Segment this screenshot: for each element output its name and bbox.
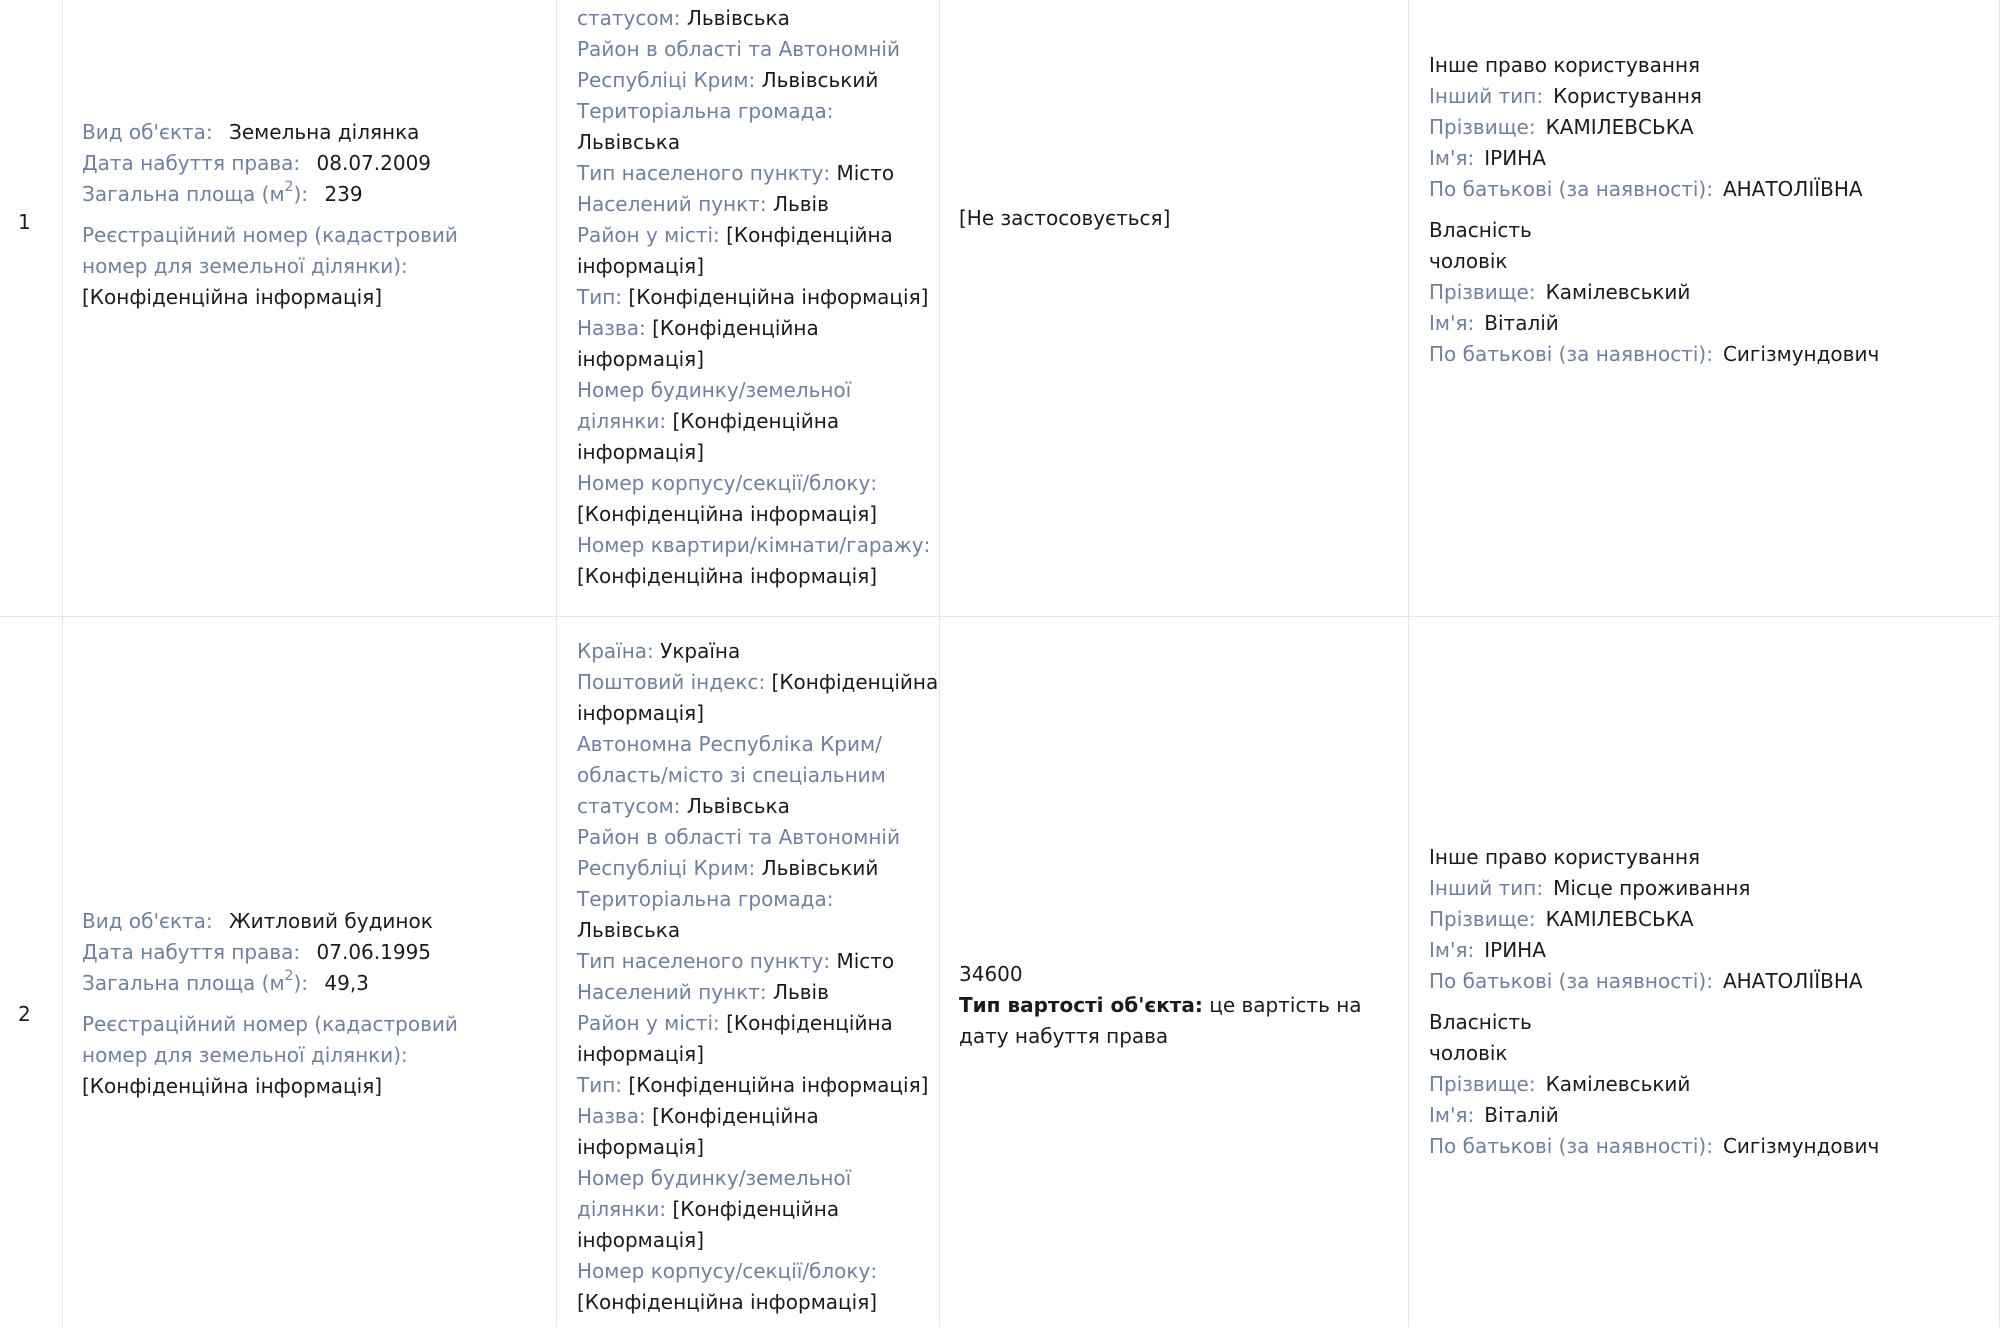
surname-line: Прізвище: Камілевський [1429, 1072, 1691, 1096]
address-house-value: інформація] [577, 440, 705, 464]
address-block-label: Номер корпусу/секції/блоку: [577, 471, 878, 495]
address-apartment-label: Номер квартири/кімнати/гаражу: [577, 533, 931, 557]
row-index-cell [0, 207, 62, 238]
cost-type-value: дату набуття права [959, 1024, 1169, 1048]
address-house-line: ділянки: [Конфіденційна [577, 1197, 840, 1221]
value-cell [959, 203, 1379, 234]
name-line: Ім'я: Віталій [1429, 311, 1559, 335]
address-name-value: інформація] [577, 1135, 705, 1159]
address-name-value: інформація] [577, 347, 705, 371]
patronymic-line: По батькові (за наявності): АНАТОЛІЇВНА [1429, 969, 1863, 993]
address-city-district-line: Район у місті: [Конфіденційна [577, 1011, 893, 1035]
address-district-label: Район в області та Автономній [577, 825, 900, 849]
registration-number-label: номер для земельної ділянки): [82, 1043, 408, 1067]
acquired-date-line [82, 148, 552, 179]
object-type-line [82, 117, 552, 148]
acquired-date-value: 08.07.2009 [316, 151, 432, 175]
value-text: [Не застосовується] [959, 206, 1171, 230]
table-row [0, 616, 2000, 1336]
address-district-line: Республіці Крим: Львівський [577, 856, 879, 880]
row-index-cell [0, 999, 62, 1030]
address-community-label: Територіальна громада: [577, 887, 834, 911]
registration-number-label: номер для земельної ділянки): [82, 254, 408, 278]
right-type-title: Інше право користування [1429, 845, 1701, 869]
address-name-line: Назва: [Конфіденційна [577, 1104, 819, 1128]
address-postal-value: інформація] [577, 701, 705, 725]
address-house-value: інформація] [577, 1228, 705, 1252]
address-community-value: Львівська [577, 918, 681, 942]
address-region-label: область/місто зі спеціальним [577, 763, 886, 787]
acquired-date-label: Дата набуття права: [82, 151, 301, 175]
address-cell [577, 636, 937, 1318]
address-postal-line: Поштовий індекс: [Конфіденційна [577, 670, 939, 694]
object-type-line [82, 906, 552, 937]
address-apartment-value: [Конфіденційна інформація] [577, 564, 878, 588]
address-settlement-type-line: Тип населеного пункту: Місто [577, 949, 895, 973]
surname-line: Прізвище: Камілевський [1429, 280, 1691, 304]
address-country-line: Країна: Україна [577, 639, 741, 663]
acquired-date-line [82, 937, 552, 968]
table-row [0, 0, 2000, 617]
acquired-date-value: 07.06.1995 [316, 940, 432, 964]
cost-type-line: Тип вартості об'єкта: це вартість на [959, 993, 1362, 1017]
registration-number-label: Реєстраційний номер (кадастровий [82, 1012, 458, 1036]
value-cell [959, 959, 1379, 1052]
area-value: 49,3 [324, 971, 369, 995]
rights-cell [1429, 842, 1989, 1162]
address-house-line: ділянки: [Конфіденційна [577, 409, 840, 433]
name-line: Ім'я: ІРИНА [1429, 146, 1546, 170]
object-cell [82, 117, 552, 313]
address-settlement-line: Населений пункт: Львів [577, 192, 829, 216]
name-line: Ім'я: ІРИНА [1429, 938, 1546, 962]
address-house-label: Номер будинку/земельної [577, 1166, 852, 1190]
other-type-line: Інший тип: Місце проживання [1429, 876, 1751, 900]
ownership-title: Власність [1429, 218, 1532, 242]
relation-text: чоловік [1429, 1041, 1508, 1065]
value-amount: 34600 [959, 962, 1023, 986]
address-community-label: Територіальна громада: [577, 99, 834, 123]
surname-line: Прізвище: КАМІЛЕВСЬКА [1429, 907, 1694, 931]
patronymic-line: По батькові (за наявності): Сигізмундович [1429, 342, 1880, 366]
row-index: 1 [18, 210, 31, 234]
address-type-line: Тип: [Конфіденційна інформація] [577, 285, 929, 309]
registration-number-label: Реєстраційний номер (кадастровий [82, 223, 458, 247]
patronymic-line: По батькові (за наявності): АНАТОЛІЇВНА [1429, 177, 1863, 201]
area-label: Загальна площа $(м^2)$: [82, 968, 309, 995]
other-type-line: Інший тип: Користування [1429, 84, 1702, 108]
address-district-label: Район в області та Автономній [577, 37, 900, 61]
address-cell [577, 3, 937, 592]
address-settlement-type-line: Тип населеного пункту: Місто [577, 161, 895, 185]
object-type-value: Житловий будинок [229, 909, 433, 933]
area-value: 239 [324, 182, 363, 206]
right-type-title: Інше право користування [1429, 53, 1701, 77]
address-type-line: Тип: [Конфіденційна інформація] [577, 1073, 929, 1097]
registration-number-value: [Конфіденційна інформація] [82, 285, 383, 309]
address-region-label: Автономна Республіка Крим/ [577, 732, 882, 756]
object-cell [82, 906, 552, 1102]
ownership-title: Власність [1429, 1010, 1532, 1034]
address-city-district-value: інформація] [577, 1042, 705, 1066]
area-line [82, 179, 552, 210]
relation-text: чоловік [1429, 249, 1508, 273]
row-index: 2 [18, 1002, 31, 1026]
object-type-value: Земельна ділянка [229, 120, 420, 144]
patronymic-line: По батькові (за наявності): Сигізмундович [1429, 1134, 1880, 1158]
acquired-date-label: Дата набуття права: [82, 940, 301, 964]
address-status-line: статусом: Львівська [577, 6, 790, 30]
address-house-label: Номер будинку/земельної [577, 378, 852, 402]
address-settlement-line: Населений пункт: Львів [577, 980, 829, 1004]
object-type-label: Вид об'єкта: [82, 909, 213, 933]
area-label: Загальна площа $(м^2)$: [82, 179, 309, 206]
surname-line: Прізвище: КАМІЛЕВСЬКА [1429, 115, 1694, 139]
object-type-label: Вид об'єкта: [82, 120, 213, 144]
address-community-value: Львівська [577, 130, 681, 154]
address-district-line: Республіці Крим: Львівський [577, 68, 879, 92]
rights-cell [1429, 50, 1989, 370]
address-city-district-value: інформація] [577, 254, 705, 278]
address-city-district-line: Район у місті: [Конфіденційна [577, 223, 893, 247]
address-name-line: Назва: [Конфіденційна [577, 316, 819, 340]
address-block-label: Номер корпусу/секції/блоку: [577, 1259, 878, 1283]
address-status-line: статусом: Львівська [577, 794, 790, 818]
area-line [82, 968, 552, 999]
address-block-value: [Конфіденційна інформація] [577, 1290, 878, 1314]
name-line: Ім'я: Віталій [1429, 1103, 1559, 1127]
address-block-value: [Конфіденційна інформація] [577, 502, 878, 526]
registration-number-value: [Конфіденційна інформація] [82, 1074, 383, 1098]
